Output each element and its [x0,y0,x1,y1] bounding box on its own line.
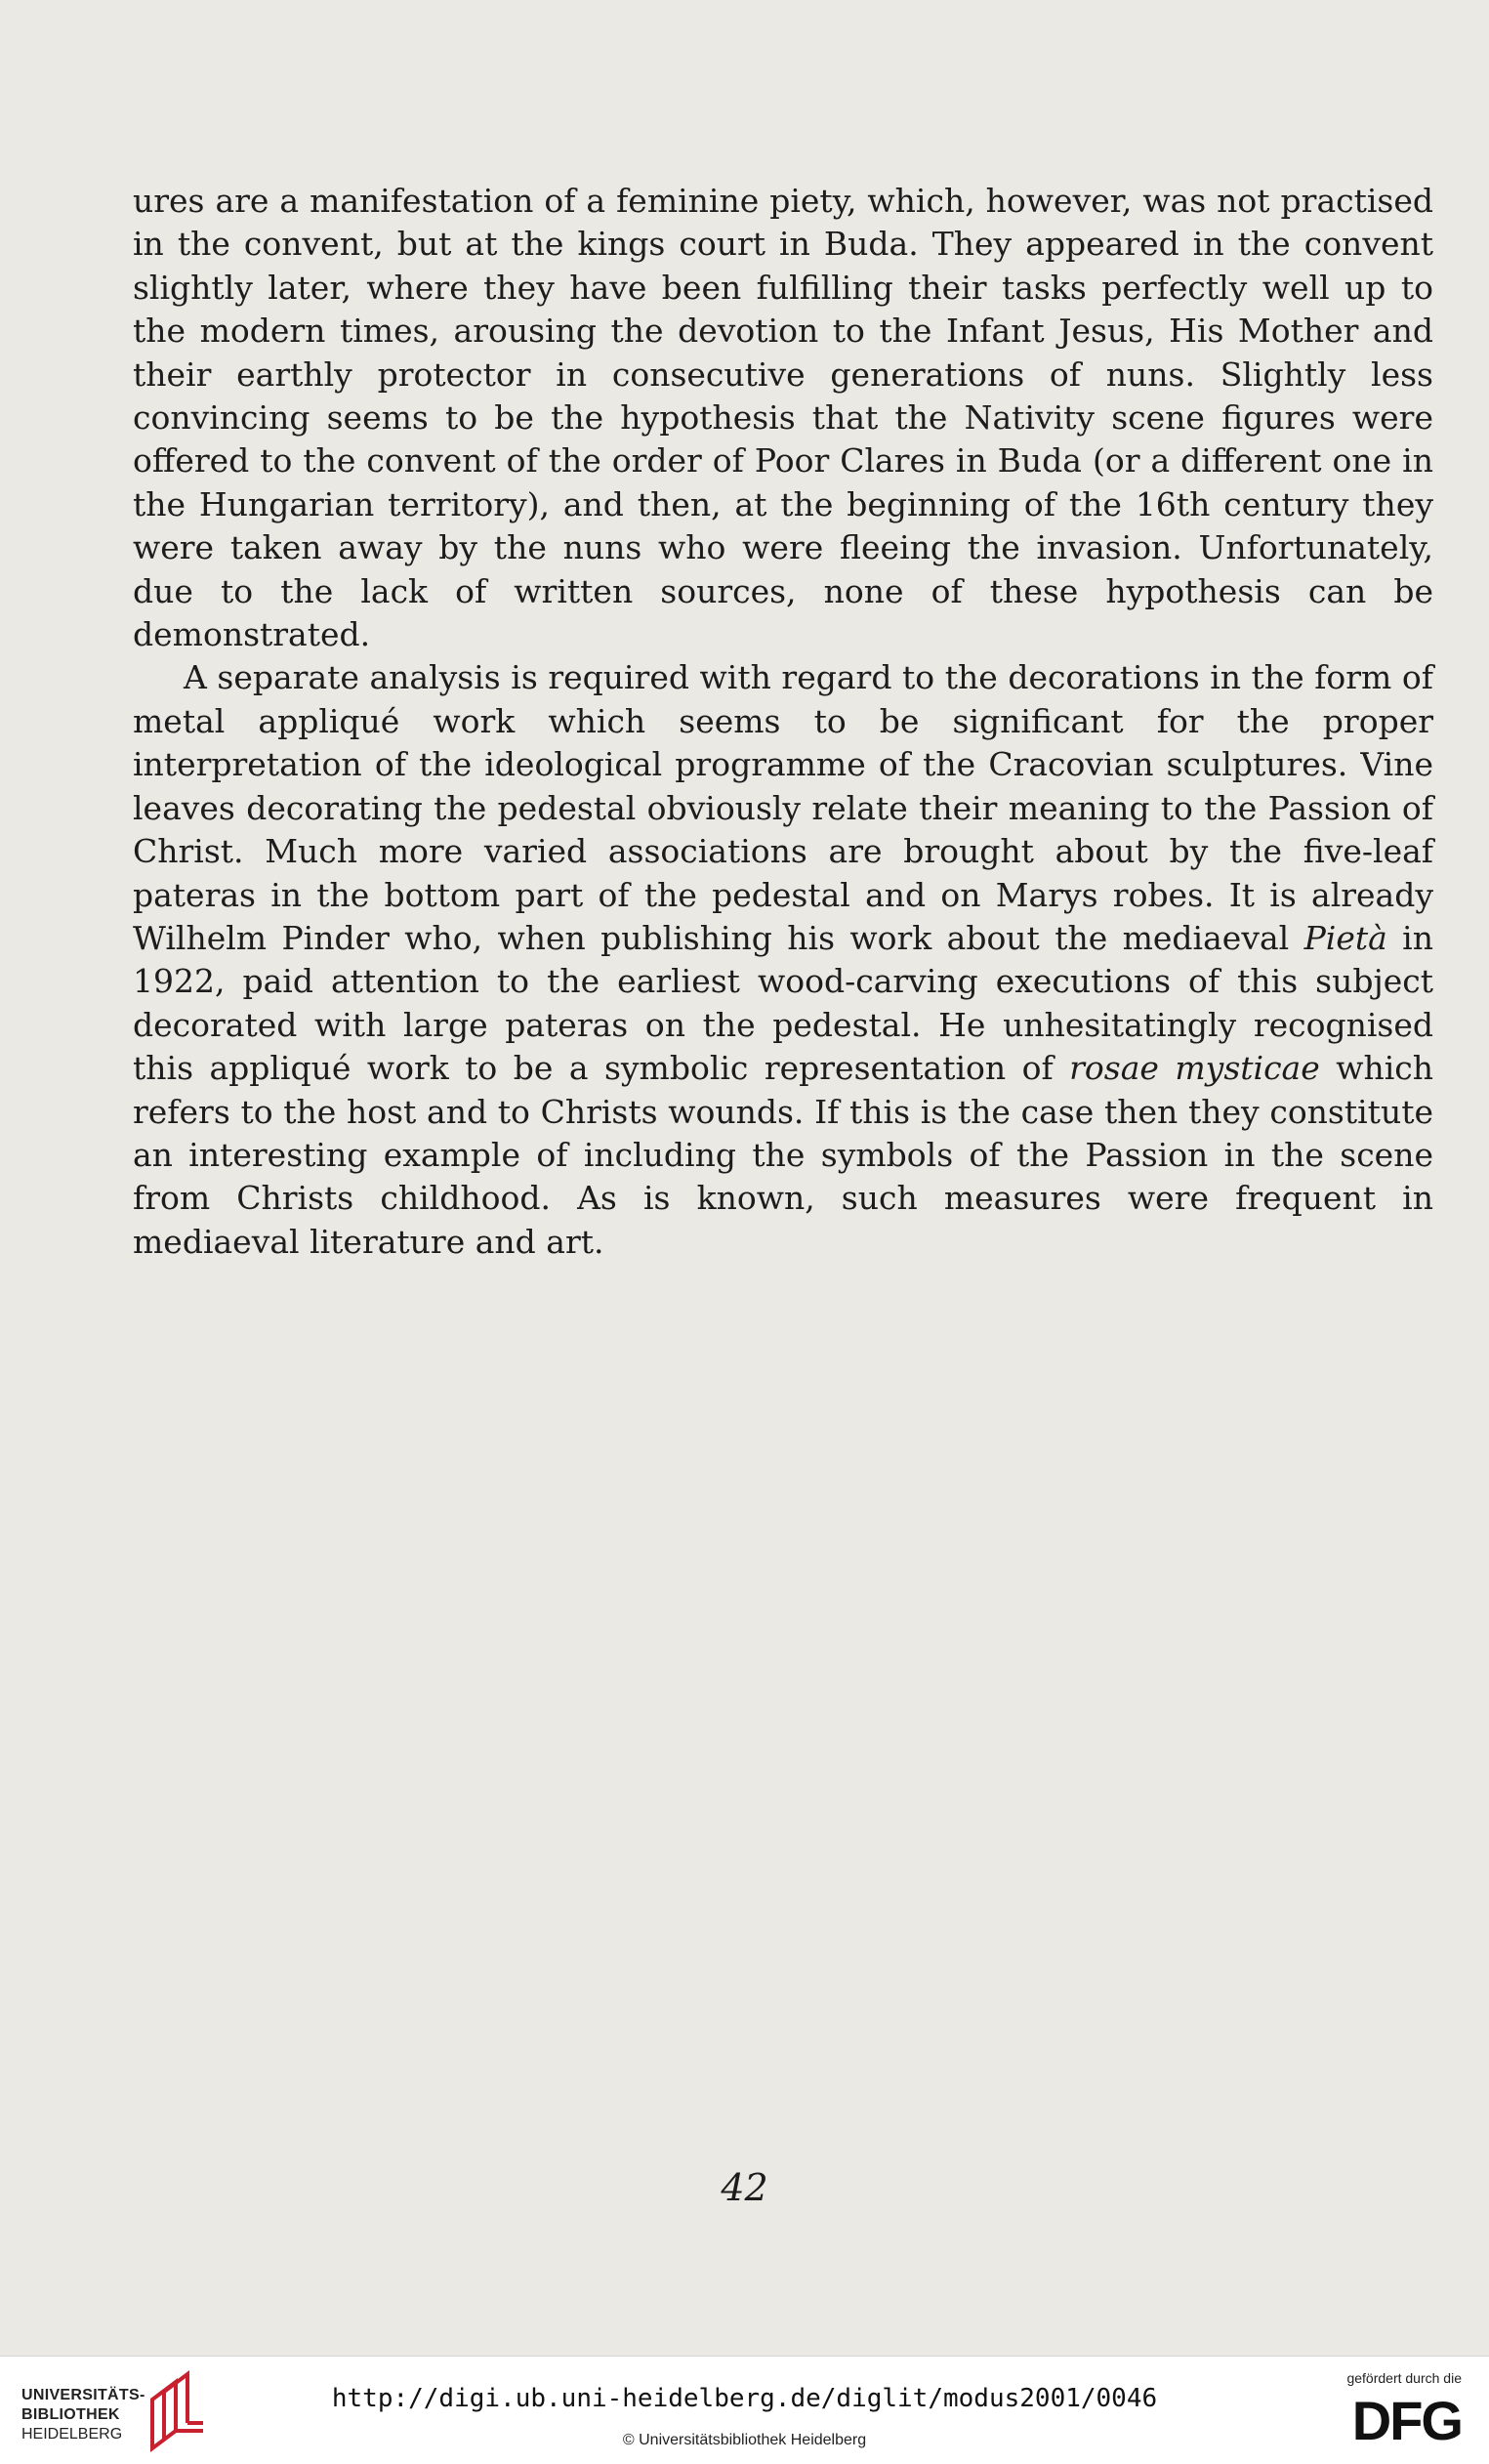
footer-bar [0,2356,1489,2464]
pieta-italic: Pietà [1303,918,1387,957]
funding-note: gefördert durch die [1346,2370,1462,2386]
paragraph-2-part-2: in 1922, paid attention to the earliest wood-carving executions of this subject decorated with large pateras on the pedestal. He unhesitatingly recognised this appliqué work to be a symbolic representation of [133,918,1433,1088]
document-url-link[interactable]: http://digi.ub.uni-heidelberg.de/diglit/modus2001/0046 [331,2384,1158,2413]
body-text [133,180,1433,1264]
paragraph-2 [133,656,1433,1264]
library-name-line-3: HEIDELBERG [21,2426,123,2443]
paragraph-1: ures are a manifestation of a feminine piety, which, however, was not practised in the convent, but at the kings court in Buda. They appeared in the convent slightly later, where they have been fulfilling their tasks perfectly well up to the modern times, arousing the devotion to the Infant Jesus, His Mother and their earthly protector in consecutive generations of nuns. Slightly less convincing seems to be the hypothesis that the Nativity scene figures were offered to the convent of the order of Poor Clares in Buda (or a different one in the Hungarian territory), and then, at the beginning of the 16th century they were taken away by the nuns who were fleeing the invasion. Unfortunately, due to the lack of written sources, none of these hypothesis can be demonstrated. [133,182,1433,654]
rosae-mysticae-italic: rosae mysticae [1069,1049,1320,1088]
paragraph-2-part-3: which refers to the host and to Christs wounds. If this is the case then they constitute an interesting example of including the symbols of the Passion in the scene from Christs childhood. As is known, such measures were frequent in mediaeval literature and art. [133,1049,1433,1261]
copyright-notice: © Universitätsbibliothek Heidelberg [622,2432,867,2448]
paragraph-2-part-1: A separate analysis is required with regard to the decorations in the form of metal appliqué work which seems to be significant for the proper interpretation of the ideological programme of the Cracovian sculptures. Vine leaves decorating the pedestal obviously relate their meaning to the Passion of Christ. Much more varied associations are brought about by the five-leaf pateras in the bottom part of the pedestal and on Marys robes. It is already Wilhelm Pinder who, when publishing his work about the mediaeval [133,658,1433,957]
page-number: 42 [721,2166,768,2209]
dfg-logo: DFG [1351,2390,1462,2451]
library-name-line-2: BIBLIOTHEK [21,2406,120,2423]
library-name-line-1: UNIVERSITÄTS- [21,2387,145,2403]
